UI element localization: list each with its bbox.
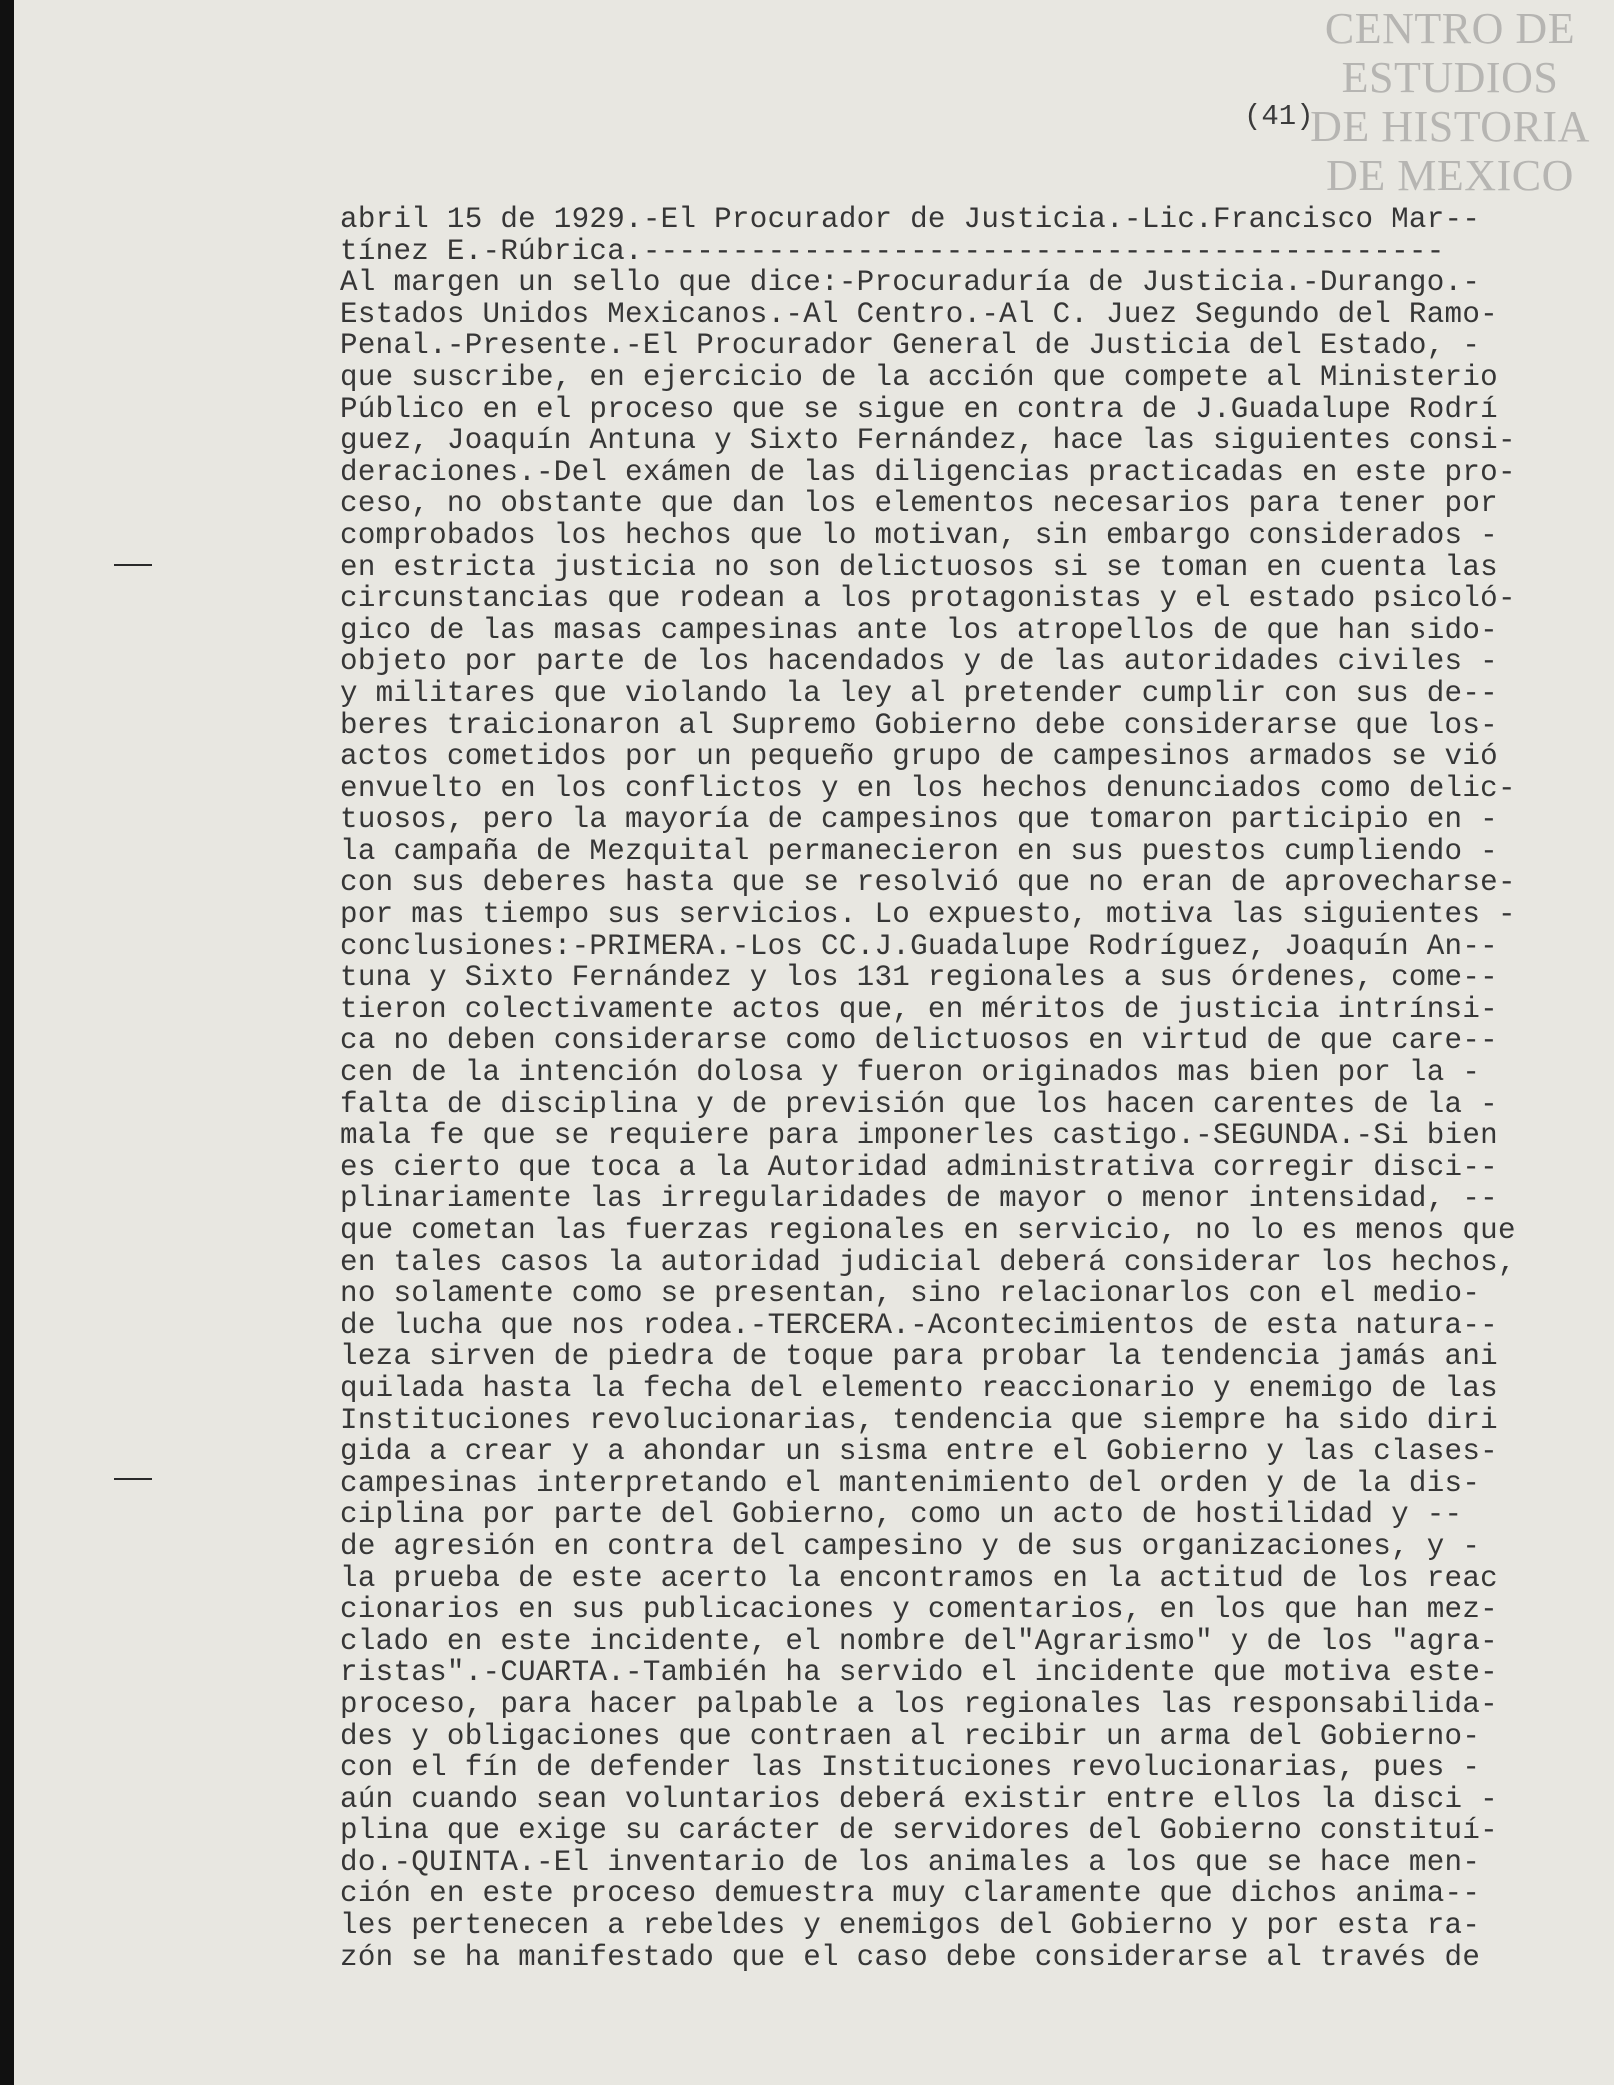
text-line: Penal.-Presente.-El Procurador General de Justicia del Estado, - [340,330,1481,362]
text-line: circunstancias que rodean a los protagonistas y el estado psicoló- [340,583,1516,615]
text-line: do.-QUINTA.-El inventario de los animales a los que se hace men- [340,1846,1481,1879]
text-line: de lucha que nos rodea.-TERCERA.-Acontecimientos de esta natura-- [340,1309,1498,1342]
text-line: de agresión en contra del campesino y de sus organizaciones, y - [340,1530,1481,1563]
text-line: la prueba de este acerto la encontramos en la actitud de los reac [340,1562,1498,1595]
page-number: (41) [1244,100,1314,133]
text-line: es cierto que toca a la Autoridad administrativa corregir disci-- [340,1151,1498,1184]
text-line: abril 15 de 1929.-El Procurador de Justicia.-Lic.Francisco Mar-- [340,204,1481,236]
text-line: conclusiones:-PRIMERA.-Los CC.J.Guadalupe Rodríguez, Joaquín An-- [340,930,1498,963]
text-line: ciplina por parte del Gobierno, como un acto de hostilidad y -- [340,1499,1463,1531]
typewritten-body [340,204,1614,1973]
text-line: gico de las masas campesinas ante los atropellos de que han sido- [340,614,1498,647]
archive-watermark [1300,4,1600,200]
text-line: campesinas interpretando el mantenimiento del orden y de la dis- [340,1467,1481,1500]
text-line: quilada hasta la fecha del elemento reaccionario y enemigo de las [340,1372,1498,1405]
text-line: objeto por parte de los hacendados y de las autoridades civiles - [340,646,1498,678]
text-line: ceso, no obstante que dan los elementos necesarios para tener por [340,488,1498,520]
text-line: en estricta justicia no son delictuosos si se toman en cuenta las [340,551,1498,584]
text-line: la campaña de Mezquital permanecieron en sus puestos cumpliendo - [340,835,1498,868]
margin-mark [114,564,152,566]
text-line: beres traicionaron al Supremo Gobierno debe considerarse que los- [340,709,1498,742]
text-line: comprobados los hechos que lo motivan, sin embargo considerados - [340,519,1498,552]
text-line: envuelto en los conflictos y en los hechos denunciados como delic- [340,772,1516,805]
text-line: con el fín de defender las Instituciones revolucionarias, pues - [340,1752,1481,1784]
text-line: plina que exige su carácter de servidores del Gobierno constituí- [340,1815,1498,1847]
text-line: por mas tiempo sus servicios. Lo expuesto, motiva las siguientes - [340,899,1516,931]
text-line: leza sirven de piedra de toque para probar la tendencia jamás ani [340,1341,1498,1373]
text-line: les pertenecen a rebeldes y enemigos del Gobierno y por esta ra- [340,1910,1481,1942]
text-line: tínez E.-Rúbrica.--------------------------------------------- [340,235,1445,268]
text-line: mala fe que se requiere para imponerles castigo.-SEGUNDA.-Si bien [340,1120,1498,1152]
text-line: gida a crear y a ahondar un sisma entre el Gobierno y las clases- [340,1436,1498,1468]
watermark-line: CENTRO DE [1324,4,1576,53]
text-line: Instituciones revolucionarias, tendencia que siempre ha sido diri [340,1404,1498,1437]
text-line: actos cometidos por un pequeño grupo de campesinos armados se vió [340,741,1498,773]
margin-mark [114,1478,152,1480]
watermark-line: DE HISTORIA [1310,102,1590,151]
text-line: con sus deberes hasta que se resolvió que no eran de aprovecharse- [340,867,1516,900]
text-line: que cometan las fuerzas regionales en servicio, no lo es menos que [340,1215,1516,1247]
text-line: que suscribe, en ejercicio de la acción que compete al Ministerio [340,361,1498,394]
text-line: tieron colectivamente actos que, en méritos de justicia intrínsi- [340,993,1498,1026]
text-line: no solamente como se presentan, sino relacionarlos con el medio- [340,1278,1481,1310]
watermark-line: ESTUDIOS [1341,53,1559,102]
text-line: y militares que violando la ley al pretender cumplir con sus de-- [340,677,1498,710]
text-line: zón se ha manifestado que el caso debe considerarse al través de [340,1941,1481,1974]
text-line: ca no deben considerarse como delictuosos en virtud de que care-- [340,1025,1498,1058]
text-line: clado en este incidente, el nombre del"Agrarismo" y de los "agra- [340,1625,1498,1658]
text-line: falta de disciplina y de previsión que los hacen carentes de la - [340,1088,1498,1121]
text-line: tuna y Sixto Fernández y los 131 regionales a sus órdenes, come-- [340,962,1498,994]
text-line: deraciones.-Del exámen de las diligencias practicadas en este pro- [340,456,1516,489]
text-line: plinariamente las irregularidades de mayor o menor intensidad, -- [340,1183,1498,1215]
text-line: cionarios en sus publicaciones y comentarios, en los que han mez- [340,1594,1498,1626]
watermark-line: DE MEXICO [1326,151,1574,200]
text-line: guez, Joaquín Antuna y Sixto Fernández, hace las siguientes consi- [340,425,1516,457]
text-line: cen de la intención dolosa y fueron originados mas bien por la - [340,1057,1481,1089]
text-line: Al margen un sello que dice:-Procuraduría de Justicia.-Durango.- [340,267,1481,299]
text-line: ristas".-CUARTA.-También ha servido el incidente que motiva este- [340,1657,1498,1689]
text-line: proceso, para hacer palpable a los regionales las responsabilida- [340,1688,1498,1721]
text-line: des y obligaciones que contraen al recibir un arma del Gobierno- [340,1720,1481,1753]
text-line: Público en el proceso que se sigue en contra de J.Guadalupe Rodrí [340,393,1498,426]
scan-left-edge [0,0,14,2085]
text-line: ción en este proceso demuestra muy claramente que dichos anima-- [340,1878,1481,1911]
text-line: tuosos, pero la mayoría de campesinos que tomaron participio en - [340,804,1498,836]
text-line: en tales casos la autoridad judicial deberá considerar los hechos, [340,1246,1516,1279]
document-page [14,0,1614,2085]
text-line: aún cuando sean voluntarios deberá existir entre ellos la disci - [340,1783,1498,1816]
text-line: Estados Unidos Mexicanos.-Al Centro.-Al C. Juez Segundo del Ramo- [340,298,1498,331]
